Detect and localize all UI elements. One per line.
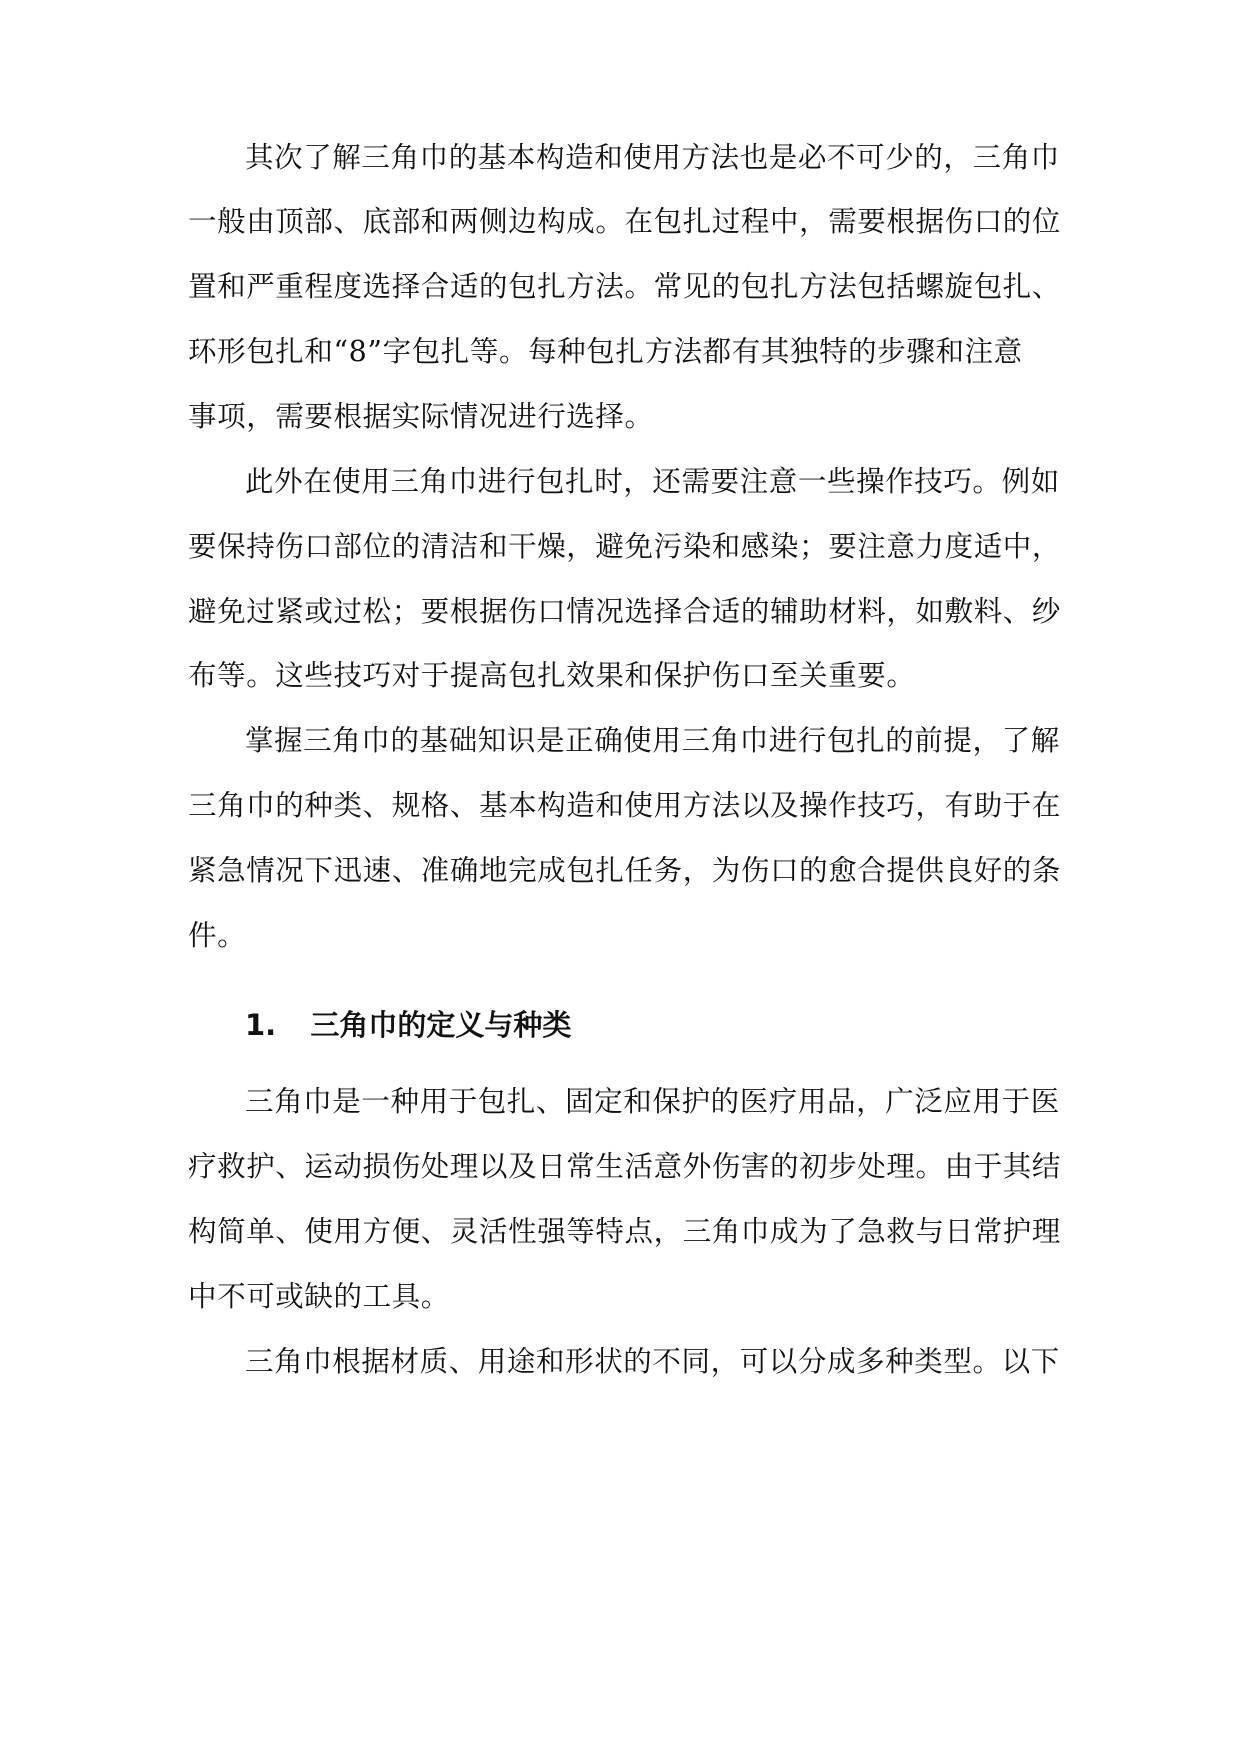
section-heading (245, 1005, 571, 1045)
paragraph-2-line-2: 要保持伤口部位的清洁和干燥，避免污染和感染；要注意力度适中， (188, 530, 1062, 563)
paragraph-2-line-4: 布等。这些技巧对于提高包扎效果和保护伤口至关重要。 (188, 659, 916, 692)
paragraph-1-line-2: 一般由顶部、底部和两侧边构成。在包扎过程中，需要根据伤口的位 (188, 205, 1062, 238)
paragraph-3-line-1: 掌握三角巾的基础知识是正确使用三角巾进行包扎的前提，了解 (245, 724, 1060, 757)
paragraph-2-line-3: 避免过紧或过松；要根据伤口情况选择合适的辅助材料，如敷料、纱 (188, 595, 1062, 628)
paragraph-3-line-4: 件。 (188, 919, 247, 952)
paragraph-3-line-3: 紧急情况下迅速、准确地完成包扎任务，为伤口的愈合提供良好的条 (188, 854, 1062, 887)
paragraph-3-line-2: 三角巾的种类、规格、基本构造和使用方法以及操作技巧，有助于在 (188, 789, 1062, 822)
section-paragraph-1-line-1: 三角巾是一种用于包扎、固定和保护的医疗用品，广泛应用于医 (245, 1085, 1060, 1118)
paragraph-1-line-1: 其次了解三角巾的基本构造和使用方法也是必不可少的，三角巾 (245, 141, 1060, 174)
paragraph-1-line-3: 置和严重程度选择合适的包扎方法。常见的包扎方法包括螺旋包扎、 (188, 270, 1062, 303)
paragraph-1-line-5: 事项，需要根据实际情况进行选择。 (188, 400, 654, 433)
section-paragraph-1-line-2: 疗救护、运动损伤处理以及日常生活意外伤害的初步处理。由于其结 (188, 1150, 1062, 1183)
section-paragraph-1-line-3: 构简单、使用方便、灵活性强等特点，三角巾成为了急救与日常护理 (188, 1215, 1062, 1248)
section-title: 三角巾的定义与种类 (310, 1008, 572, 1042)
section-paragraph-2-line-1: 三角巾根据材质、用途和形状的不同，可以分成多种类型。以下 (245, 1345, 1060, 1378)
section-paragraph-1-line-4: 中不可或缺的工具。 (188, 1280, 450, 1313)
paragraph-2-line-1: 此外在使用三角巾进行包扎时，还需要注意一些操作技巧。例如 (245, 465, 1060, 498)
paragraph-1-line-4: 环形包扎和“8”字包扎等。每种包扎方法都有其独特的步骤和注意 (188, 335, 1023, 368)
section-number: 1. (245, 1008, 277, 1042)
